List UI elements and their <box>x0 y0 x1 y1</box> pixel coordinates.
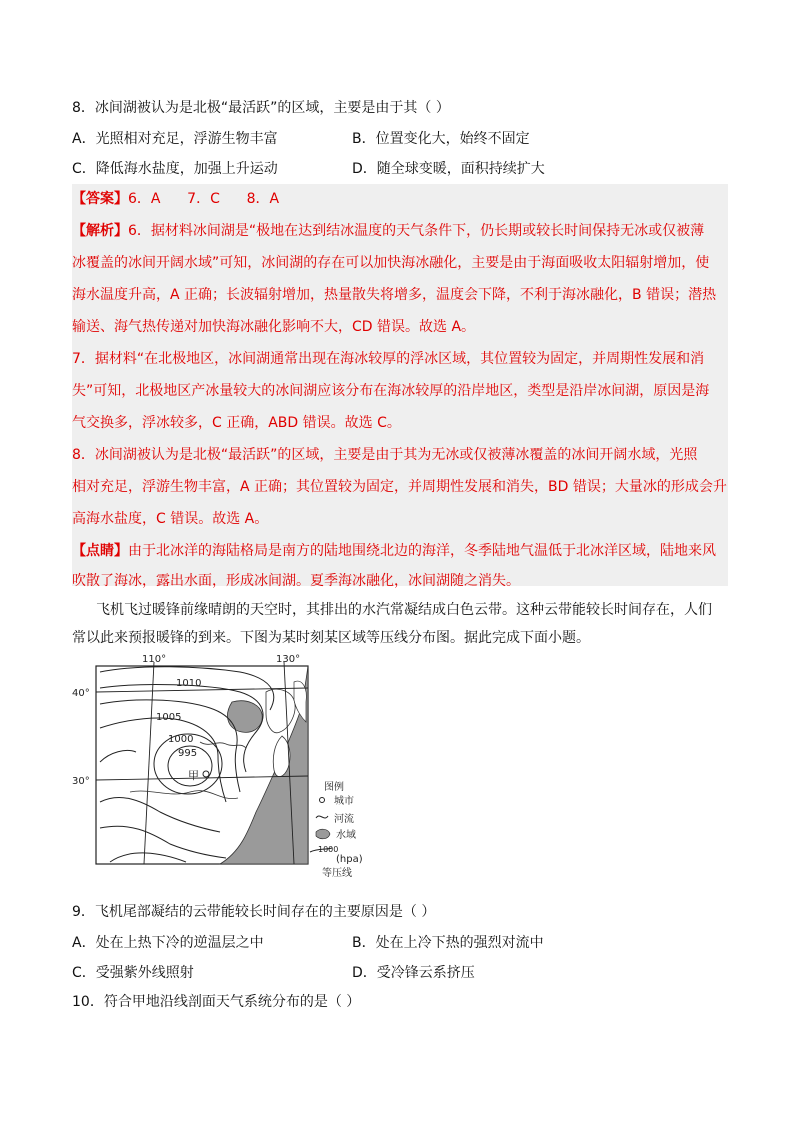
legend-title: 图例 <box>324 782 344 793</box>
analysis-line-4: 输送、海气热传递对加快海冰融化影响不大，CD 错误。故选 A。 <box>72 319 476 335</box>
intro-line-2: 常以此来预报暖锋的到来。下图为某时刻某区域等压线分布图。据此完成下面小题。 <box>72 630 590 646</box>
q8-option-b: B．位置变化大，始终不固定 <box>352 131 530 147</box>
q10-stem: 10．符合甲地沿线剖面天气系统分布的是（ ） <box>72 994 361 1010</box>
legend-river-icon <box>316 816 328 818</box>
analysis-line-6: 失”可知，北极地区产冰量较大的冰间湖应该分布在海冰较厚的沿岸地区，类型是沿岸冰间湖，原因是海 <box>72 383 710 399</box>
analysis-line-2: 冰覆盖的冰间开阔水域”可知，冰间湖的存在可以加快海冰融化，主要是由于海面吸收太阳辐射增加，使 <box>72 255 710 271</box>
analysis-line-7: 气交换多，浮冰较多，C 正确，ABD 错误。故选 C。 <box>72 415 401 431</box>
q8-option-d: D．随全球变暖，面积持续扩大 <box>352 161 545 177</box>
analysis-line-1 <box>72 220 704 240</box>
isobar-1010-label: 1010 <box>176 678 202 689</box>
intro-line-1: 飞机飞过暖锋前缘晴朗的天空时，其排出的水汽常凝结成白色云带。这种云带能较长时间存在，人们 <box>96 602 712 618</box>
city-label: 甲 <box>188 769 199 782</box>
q9-option-a: A．处在上热下冷的逆温层之中 <box>72 935 264 951</box>
analysis-line-8: 8．冰间湖被认为是北极“最活跃”的区域，主要是由于其为无冰或仅被薄冰覆盖的冰间开阔水域，光照 <box>72 447 698 463</box>
isobar-995-label: 995 <box>178 748 198 759</box>
lat-40-label: 40° <box>72 688 90 699</box>
analysis-line-3: 海水温度升高，A 正确；长波辐射增加，热量散失将增多，温度会下降，不利于海冰融化，B 错误；潜热 <box>72 287 717 303</box>
tips-tag: 【点睛】 <box>72 543 128 559</box>
q9-stem: 9．飞机尾部凝结的云带能较长时间存在的主要原因是（ ） <box>72 904 436 920</box>
analysis-line-10: 高海水盐度，C 错误。故选 A。 <box>72 511 269 527</box>
answer-text: 6．A 7．C 8．A <box>128 191 280 207</box>
q9-option-d: D．受冷锋云系挤压 <box>352 965 475 981</box>
lon-110-label: 110° <box>142 654 167 665</box>
legend-river: 河流 <box>334 814 354 825</box>
answer-tag: 【答案】 <box>72 191 128 207</box>
legend-iso-value: 1000 <box>318 845 339 854</box>
lon-130-label: 130° <box>276 654 301 665</box>
answer-line <box>72 188 279 208</box>
legend-iso-unit: (hpa) <box>336 854 363 865</box>
tips-line-2: 吹散了海冰，露出水面，形成冰间湖。夏季海冰融化，冰间湖随之消失。 <box>72 573 520 589</box>
legend-water-icon <box>316 829 330 839</box>
q9-option-b: B．处在上冷下热的强烈对流中 <box>352 935 544 951</box>
map-legend <box>310 780 363 879</box>
lat-30-label: 30° <box>72 776 90 787</box>
analysis-line-5: 7．据材料“在北极地区，冰间湖通常出现在海冰较厚的浮冰区域，其位置较为固定，并周期性发展和消 <box>72 351 705 367</box>
analysis-line-9: 相对充足，浮游生物丰富，A 正确；其位置较为固定，并周期性发展和消失，BD 错误；大量冰的形成会升 <box>72 479 727 495</box>
legend-isobar: 等压线 <box>322 868 352 879</box>
legend-water: 水域 <box>336 830 356 841</box>
isobar-map <box>70 652 370 884</box>
analysis-tag: 【解析】 <box>72 223 128 239</box>
isobar-1000-label: 1000 <box>168 734 194 745</box>
q8-option-a: A．光照相对充足，浮游生物丰富 <box>72 131 278 147</box>
legend-city-icon <box>320 798 325 803</box>
tips-text: 由于北冰洋的海陆格局是南方的陆地围绕北边的海洋，冬季陆地气温低于北冰洋区域，陆地来风 <box>128 543 716 559</box>
q8-option-c: C．降低海水盐度，加强上升运动 <box>72 161 278 177</box>
analysis-text: 6．据材料冰间湖是“极地在达到结冰温度的天气条件下，仍长期或较长时间保持无冰或仅被薄 <box>128 223 705 239</box>
isobar-1005-label: 1005 <box>156 712 182 723</box>
q8-stem: 8．冰间湖被认为是北极“最活跃”的区域，主要是由于其（ ） <box>72 100 450 116</box>
legend-city: 城市 <box>334 796 354 807</box>
tips-line-1 <box>72 540 716 560</box>
q9-option-c: C．受强紫外线照射 <box>72 965 194 981</box>
